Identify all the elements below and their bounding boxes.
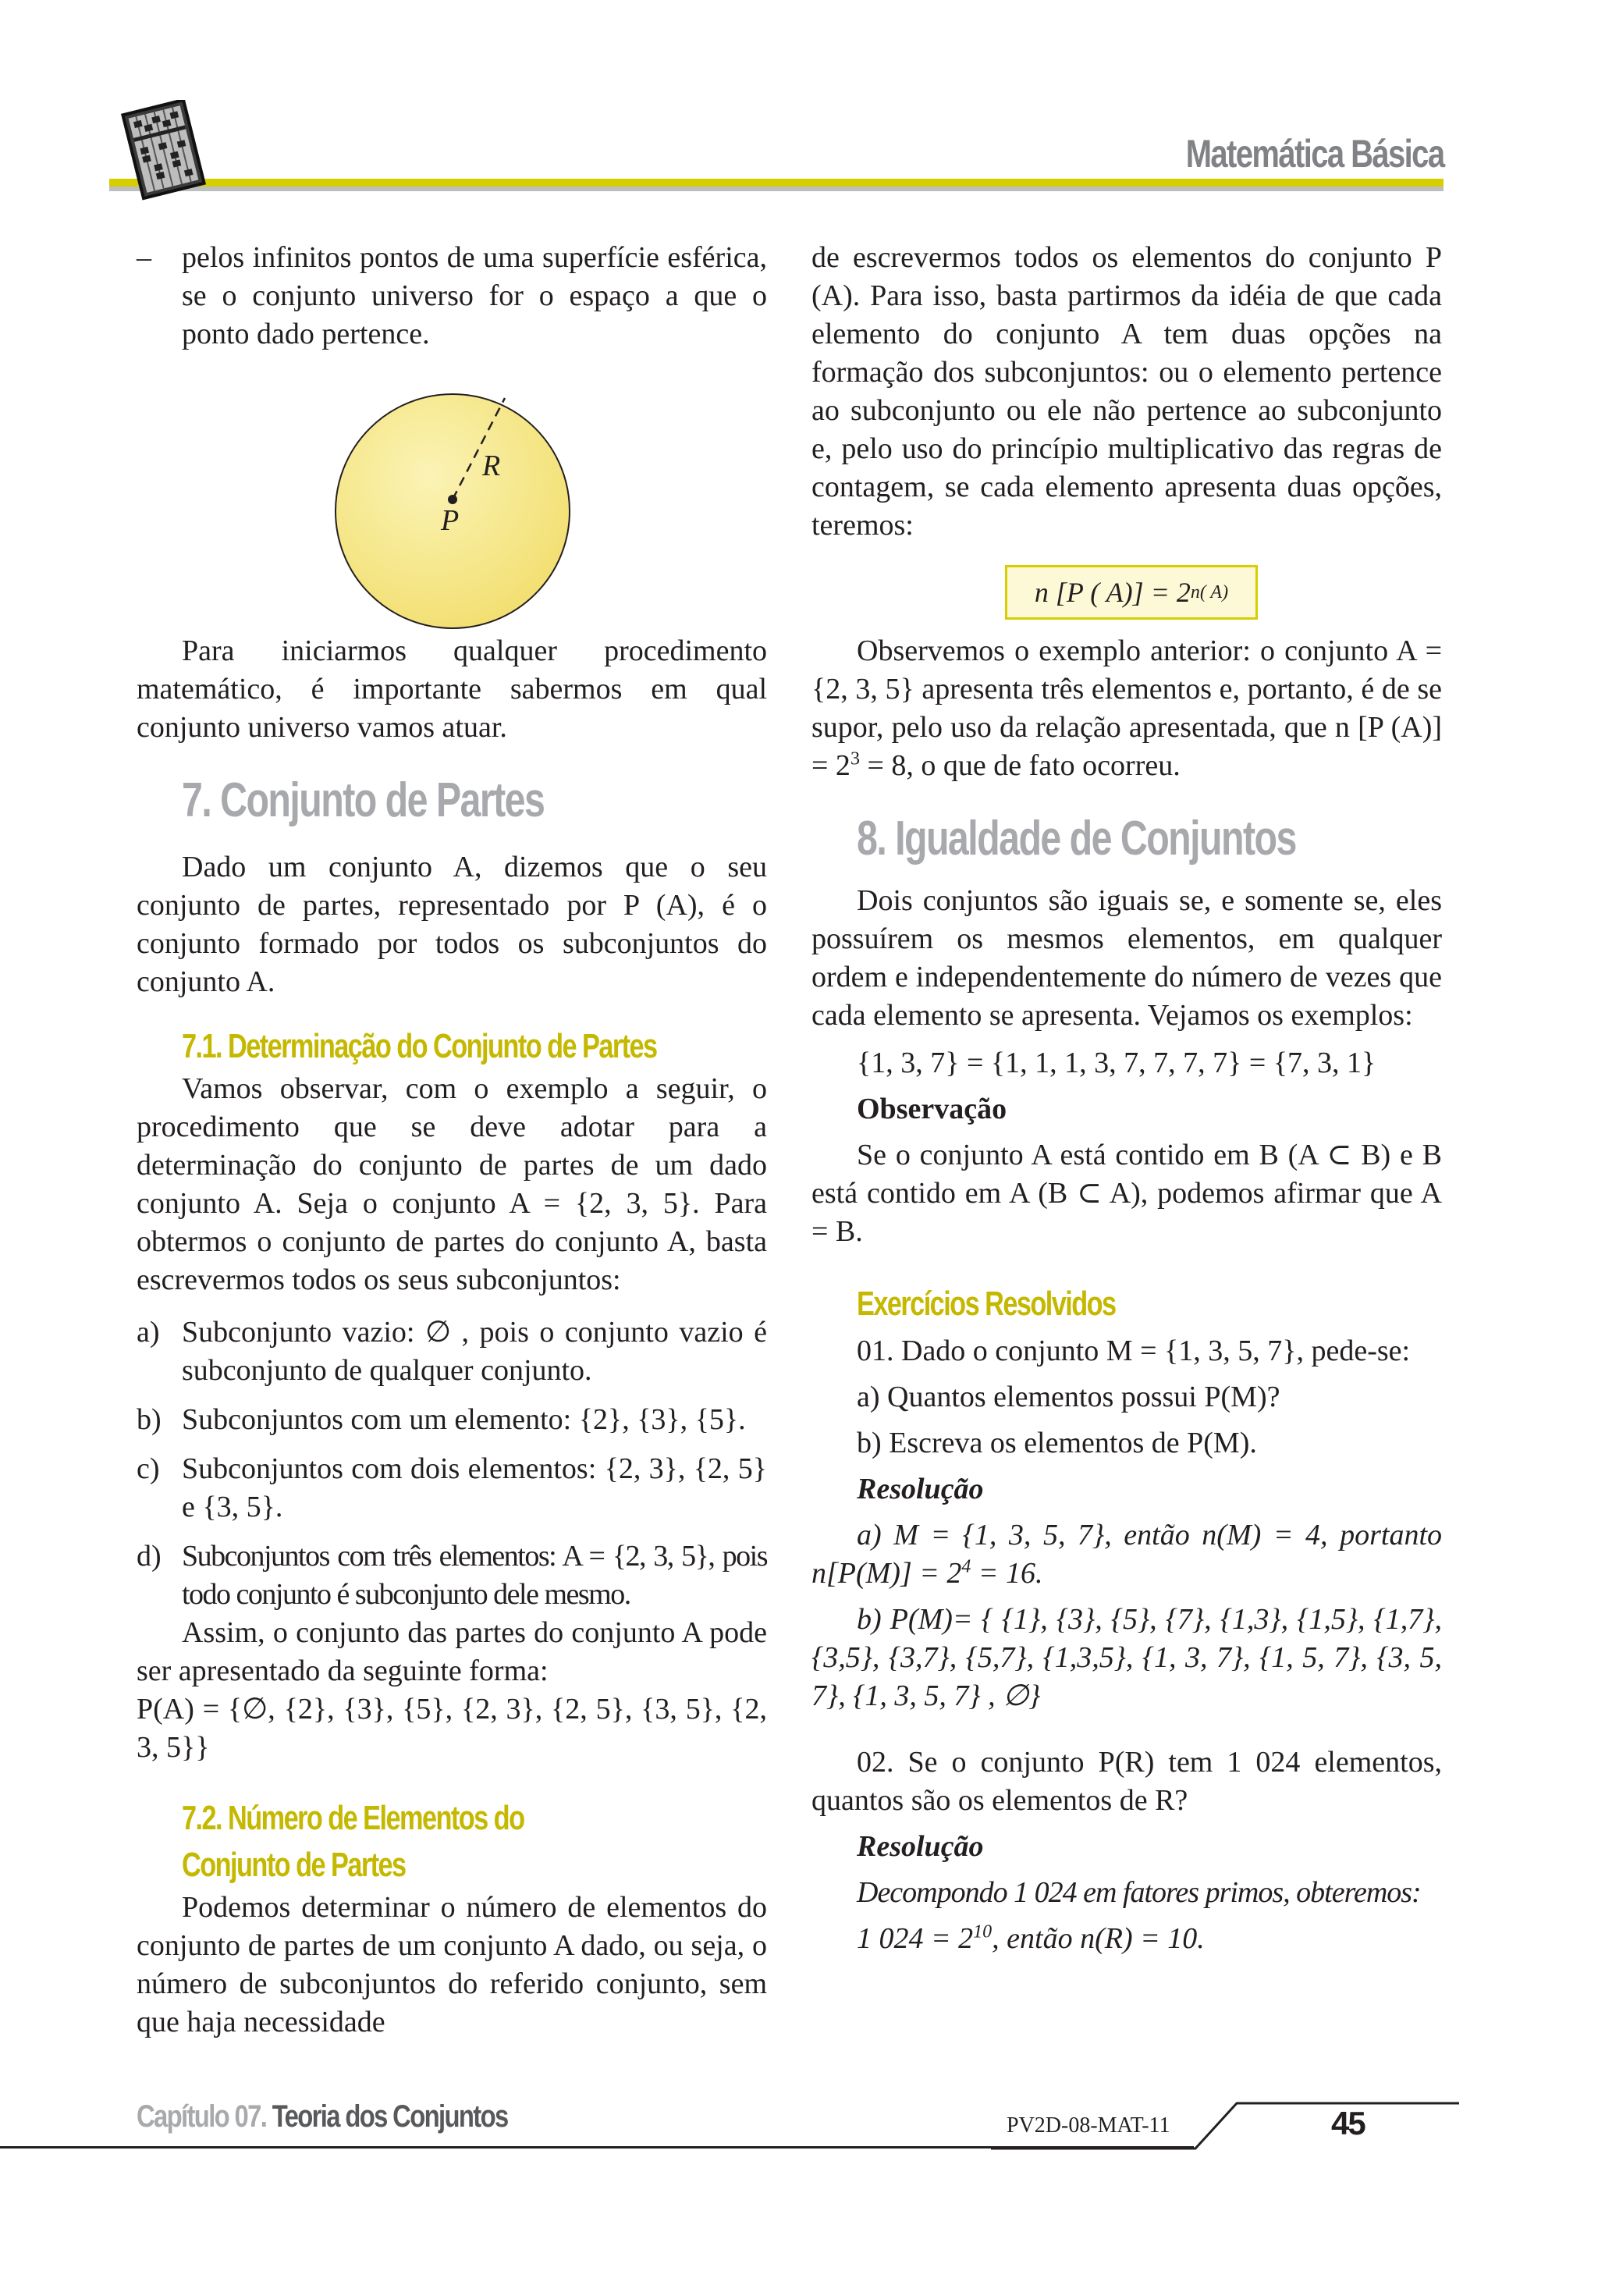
p2-text-end: = 8, o que de fato ocorreu. <box>859 749 1181 782</box>
power-set-listing: P(A) = {∅, {2}, {3}, {5}, {2, 3}, {2, 5}, {3, 5}, {2, 3, 5}} <box>137 1693 767 1764</box>
right-paragraph-2 <box>811 632 1442 785</box>
resolution-1b: b) P(M)= { {1}, {3}, {5}, {7}, {1,3}, {1,5}, {1,7}, {3,5}, {3,7}, {5,7}, {1,3,5}, {1, 3, 7}, {1, 5, 7}, {3, 5, 7}, {1, 3, 5, 7} , ∅} <box>811 1603 1442 1712</box>
question-1b: b) Escreva os elementos de P(M). <box>857 1427 1257 1459</box>
right-paragraph-1: de escrevermos todos os elementos do conjunto P (A). Para isso, basta partirmos da idéia de que cada elemento do conjunto A tem duas opções na formação dos subconjuntos: ou o elemento pertence ao subconjunto ou ele não pertence ao subconjunto e, pelo uso do princípio multiplicativo das regras de contagem, se cada elemento apresenta duas opções, teremos: <box>811 241 1442 542</box>
resolution-2a: Decompondo 1 024 em fatores primos, obteremos: <box>857 1876 1421 1909</box>
footer-chapter <box>137 2099 508 2134</box>
paragraph-8: Dois conjuntos são iguais se, e somente se, eles possuírem os mesmos elementos, em qualquer ordem e independentemente do número de vezes que cada elemento se apresenta. Vejamos os exemplos: <box>811 884 1442 1032</box>
left-column-body <box>137 632 767 2042</box>
heading-7: 7. Conjunto de Partes <box>182 773 545 827</box>
observation-text: Se o conjunto A está contido em B (A ⊂ B) e B está contido em A (B ⊂ A), podemos afirmar que A = B. <box>811 1139 1442 1248</box>
label-r: R <box>482 450 501 482</box>
r2-exponent: 10 <box>973 1921 993 1942</box>
bullet-dash: – <box>137 241 151 274</box>
bullet-item <box>137 239 767 354</box>
list-item-text: Subconjunto vazio: ∅ , pois o conjunto vazio é subconjunto de qualquer conjunto. <box>182 1316 767 1387</box>
subsets-list <box>137 1313 767 1614</box>
resolution-label-2: Resolução <box>857 1830 984 1863</box>
list-item-text: Subconjuntos com dois elementos: {2, 3}, {2, 5} e {3, 5}. <box>182 1452 767 1523</box>
question-1a: a) Quantos elementos possui P(M)? <box>857 1381 1280 1413</box>
formula-box: n [P ( A)] = 2 n( A) <box>1005 565 1258 620</box>
list-item-label: b) <box>137 1403 162 1436</box>
heading-7-2-line2: Conjunto de Partes <box>182 1846 406 1884</box>
r1a-end: = 16. <box>971 1557 1043 1590</box>
heading-7-1: 7.1. Determinação do Conjunto de Partes <box>182 1027 657 1065</box>
r1a-exponent: 4 <box>961 1556 971 1577</box>
paragraph-7: Dado um conjunto A, dizemos que o seu conjunto de partes, representado por P (A), é o conjunto formado por todos os subconjuntos do conjunto A. <box>137 851 767 998</box>
intro-paragraph: Para iniciarmos qualquer procedimento matemático, é importante sabermos em qual conjunto universo vamos atuar. <box>137 634 767 744</box>
list-item-text: Subconjuntos com um elemento: {2}, {3}, {5}. <box>182 1403 746 1436</box>
list-item <box>137 1537 767 1614</box>
list-item-label: a) <box>137 1316 160 1349</box>
formula-left: n [P ( A)] = 2 <box>1034 577 1191 608</box>
equality-example: {1, 3, 7} = {1, 1, 1, 3, 7, 7, 7, 7} = {7, 3, 1} <box>857 1047 1376 1079</box>
paragraph-assim: Assim, o conjunto das partes do conjunto A pode ser apresentado da seguinte forma: <box>137 1616 767 1687</box>
resolution-2b <box>857 1920 1442 1958</box>
footer-chapter-title: Teoria dos Conjuntos <box>266 2099 508 2134</box>
header-bar-top <box>109 179 1444 187</box>
heading-7-2-line1: 7.2. Número de Elementos do <box>182 1799 524 1837</box>
sphere-figure <box>328 386 577 636</box>
page-number: 45 <box>1331 2105 1365 2141</box>
heading-8: 8. Igualdade de Conjuntos <box>857 812 1296 865</box>
question-1: 01. Dado o conjunto M = {1, 3, 5, 7}, pede-se: <box>857 1335 1411 1367</box>
p2-exponent: 3 <box>850 748 860 769</box>
bullet-text: pelos infinitos pontos de uma superfície esférica, se o conjunto universo for o espaço a que o ponto dado pertence. <box>182 241 767 350</box>
r2-text: 1 024 = 2 <box>857 1922 974 1955</box>
p2-text: Observemos o exemplo anterior: o conjunto A = {2, 3, 5} apresenta três elementos e, portanto, é de se supor, pelo uso da relação apresentada, que n [P (A)] = 2 <box>811 634 1442 782</box>
observation-title: Observação <box>857 1093 1007 1125</box>
paragraph-7-2: Podemos determinar o número de elementos do conjunto de partes de um conjunto A dado, ou seja, o número de subconjuntos do referido conjunto, sem que haja necessidade <box>137 1891 767 2038</box>
list-item-text: Subconjuntos com três elementos: A = {2, 3, 5}, pois todo conjunto é subconjunto dele mesmo. <box>182 1540 767 1611</box>
heading-exercises: Exercícios Resolvidos <box>857 1285 1116 1323</box>
abacus-logo <box>117 100 211 201</box>
r1a-text: a) M = {1, 3, 5, 7}, então n(M) = 4, portanto n[P(M)] = 2 <box>811 1519 1442 1590</box>
header-title: Matemática Básica <box>1185 132 1444 176</box>
list-item <box>137 1313 767 1390</box>
list-item <box>137 1450 767 1527</box>
footer-chapter-number: Capítulo 07. <box>137 2099 267 2134</box>
header-bar-bottom <box>109 187 1444 191</box>
list-item-label: c) <box>137 1452 160 1485</box>
resolution-label-1: Resolução <box>857 1473 984 1505</box>
resolution-1a <box>811 1516 1442 1593</box>
left-column <box>137 239 767 354</box>
r2-end: , então n(R) = 10. <box>992 1922 1205 1955</box>
label-p: P <box>441 504 460 537</box>
question-2: 02. Se o conjunto P(R) tem 1 024 elementos, quantos são os elementos de R? <box>811 1746 1442 1817</box>
paragraph-7-1: Vamos observar, com o exemplo a seguir, o procedimento que se deve adotar para a determinação do conjunto de partes de um dado conjunto A. Seja o conjunto A = {2, 3, 5}. Para obtermos o conjunto de partes do conjunto A, basta escrevermos todos os seus subconjuntos: <box>137 1072 767 1296</box>
footer-code: PV2D-08-MAT-11 <box>1007 2113 1170 2138</box>
right-column <box>811 239 1442 1958</box>
list-item <box>137 1401 767 1439</box>
list-item-label: d) <box>137 1540 162 1573</box>
